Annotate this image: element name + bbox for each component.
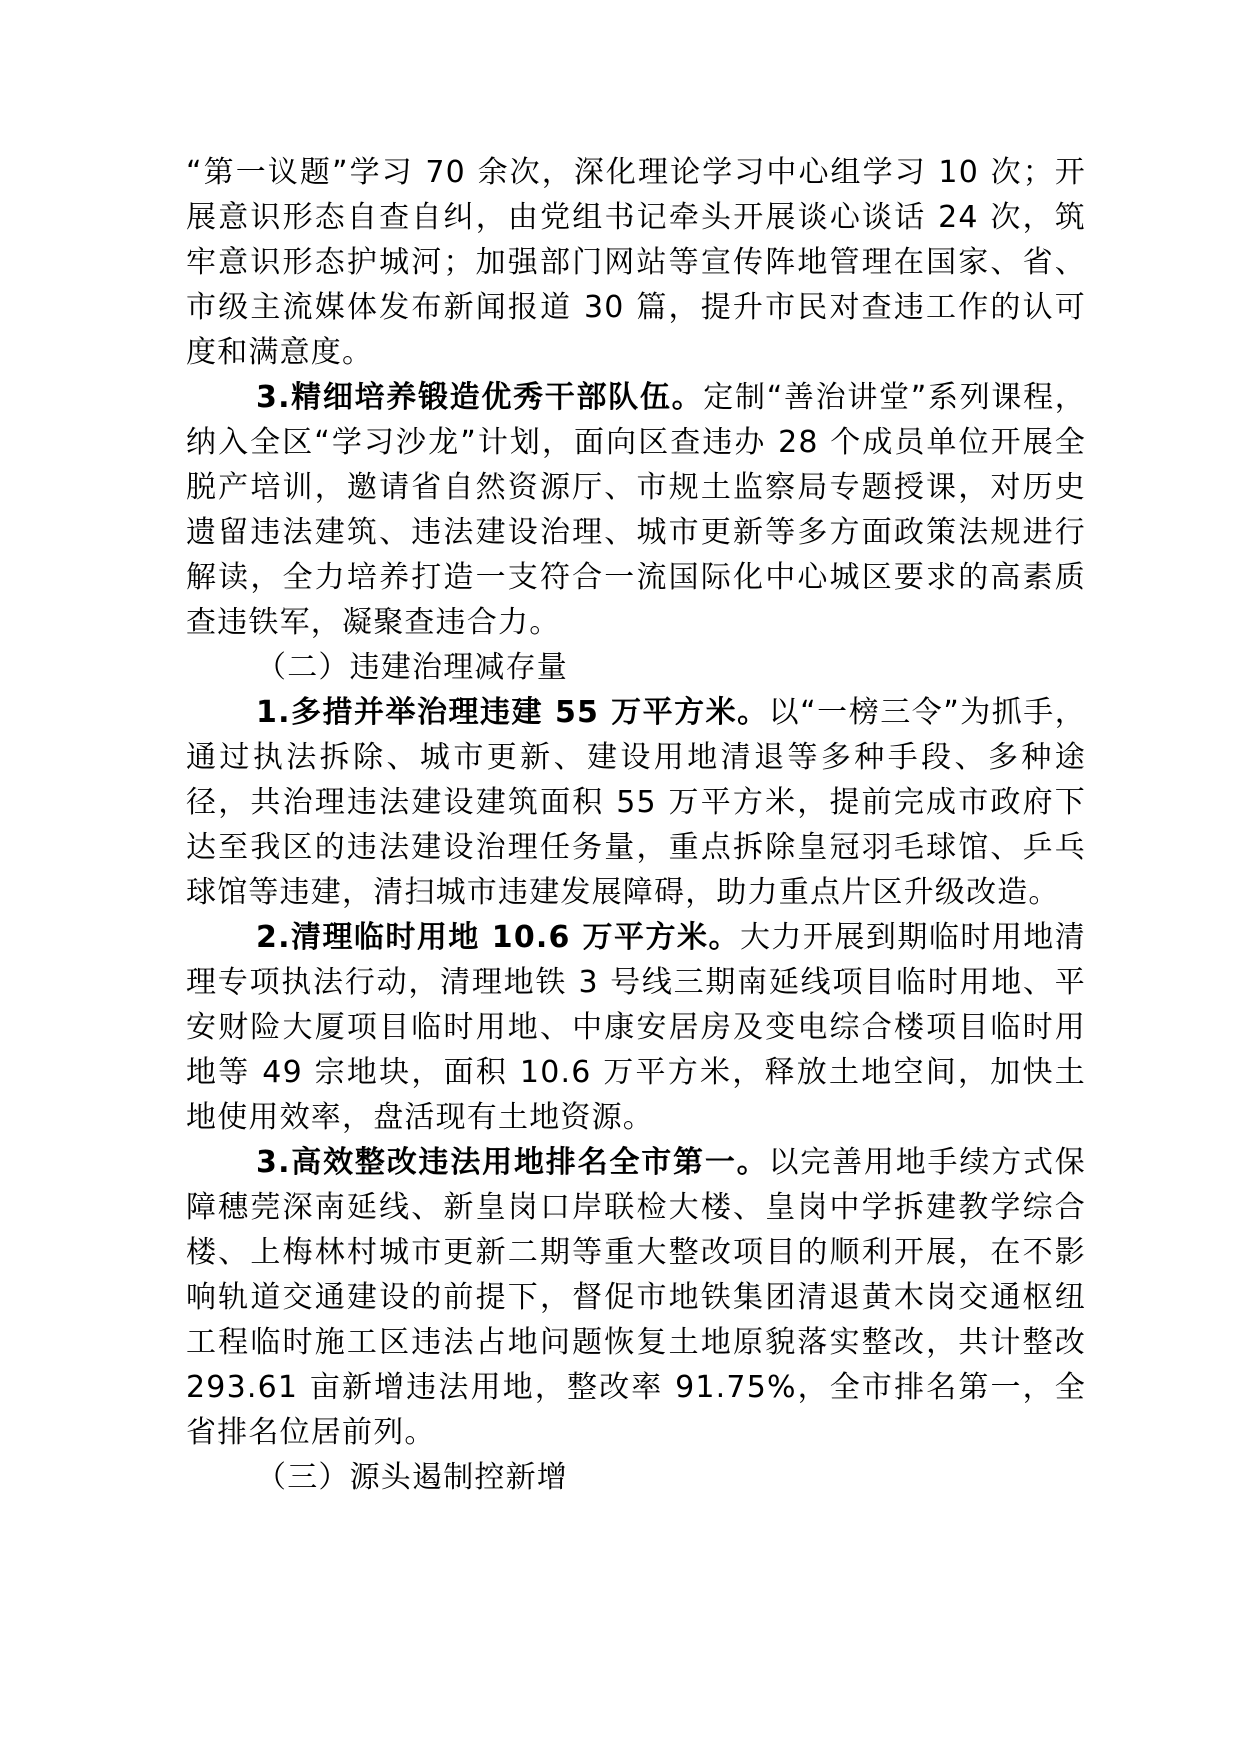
section-heading-2: （二）违建治理减存量 xyxy=(256,650,568,685)
paragraph-cadre-training xyxy=(186,375,1086,645)
paragraph-illegal-building-governance xyxy=(186,690,1086,915)
paragraph-lead: 1.多措并举治理违建 55 万平方米。 xyxy=(256,695,769,730)
paragraph-lead: 3.精细培养锻造优秀干部队伍。 xyxy=(256,380,704,415)
document-page xyxy=(186,150,1086,1500)
paragraph-study-summary xyxy=(186,150,1086,375)
paragraph-text: 以“一榜三令”为抓手，通过执法拆除、城市更新、建设用地清退等多种手段、多种途径，共治理违法建设建筑面积 55 万平方米，提前完成市政府下达至我区的违法建设治理任务量，重点拆除皇冠羽毛球馆、乒乓球馆等违建，清扫城市违建发展障碍，助力重点片区升级改造。 xyxy=(186,695,1086,910)
section-heading-3: （三）源头遏制控新增 xyxy=(256,1460,568,1495)
paragraph-temporary-land-cleanup xyxy=(186,915,1086,1140)
paragraph-text: 定制“善治讲堂”系列课程，纳入全区“学习沙龙”计划，面向区查违办 28 个成员单位开展全脱产培训，邀请省自然资源厅、市规土监察局专题授课，对历史遗留违法建筑、违法建设治理、城市更新等多方面政策法规进行解读，全力培养打造一支符合一流国际化中心城区要求的高素质查违铁军，凝聚查违合力。 xyxy=(186,380,1086,640)
paragraph-lead: 2.清理临时用地 10.6 万平方米。 xyxy=(256,920,740,955)
paragraph-text: 以完善用地手续方式保障穗莞深南延线、新皇岗口岸联检大楼、皇岗中学拆建教学综合楼、上梅林村城市更新二期等重大整改项目的顺利开展，在不影响轨道交通建设的前提下，督促市地铁集团清退黄木岗交通枢纽工程临时施工区违法占地问题恢复土地原貌落实整改，共计整改 293.61 亩新增违法用地，整改率 91.75%，全市排名第一，全省排名位居前列。 xyxy=(186,1145,1087,1450)
paragraph-lead: 3.高效整改违法用地排名全市第一。 xyxy=(256,1145,769,1180)
paragraph-text: “第一议题”学习 70 余次，深化理论学习中心组学习 10 次；开展意识形态自查自纠，由党组书记牵头开展谈心谈话 24 次，筑牢意识形态护城河；加强部门网站等宣传阵地管理在国家、省、市级主流媒体发布新闻报道 30 篇，提升市民对查违工作的认可度和满意度。 xyxy=(186,155,1086,370)
paragraph-text: 大力开展到期临时用地清理专项执法行动，清理地铁 3 号线三期南延线项目临时用地、平安财险大厦项目临时用地、中康安居房及变电综合楼项目临时用地等 49 宗地块，面积 10.6 万平方米，释放土地空间，加快土地使用效率，盘活现有土地资源。 xyxy=(186,920,1086,1135)
paragraph-illegal-land-rectification xyxy=(186,1140,1086,1455)
